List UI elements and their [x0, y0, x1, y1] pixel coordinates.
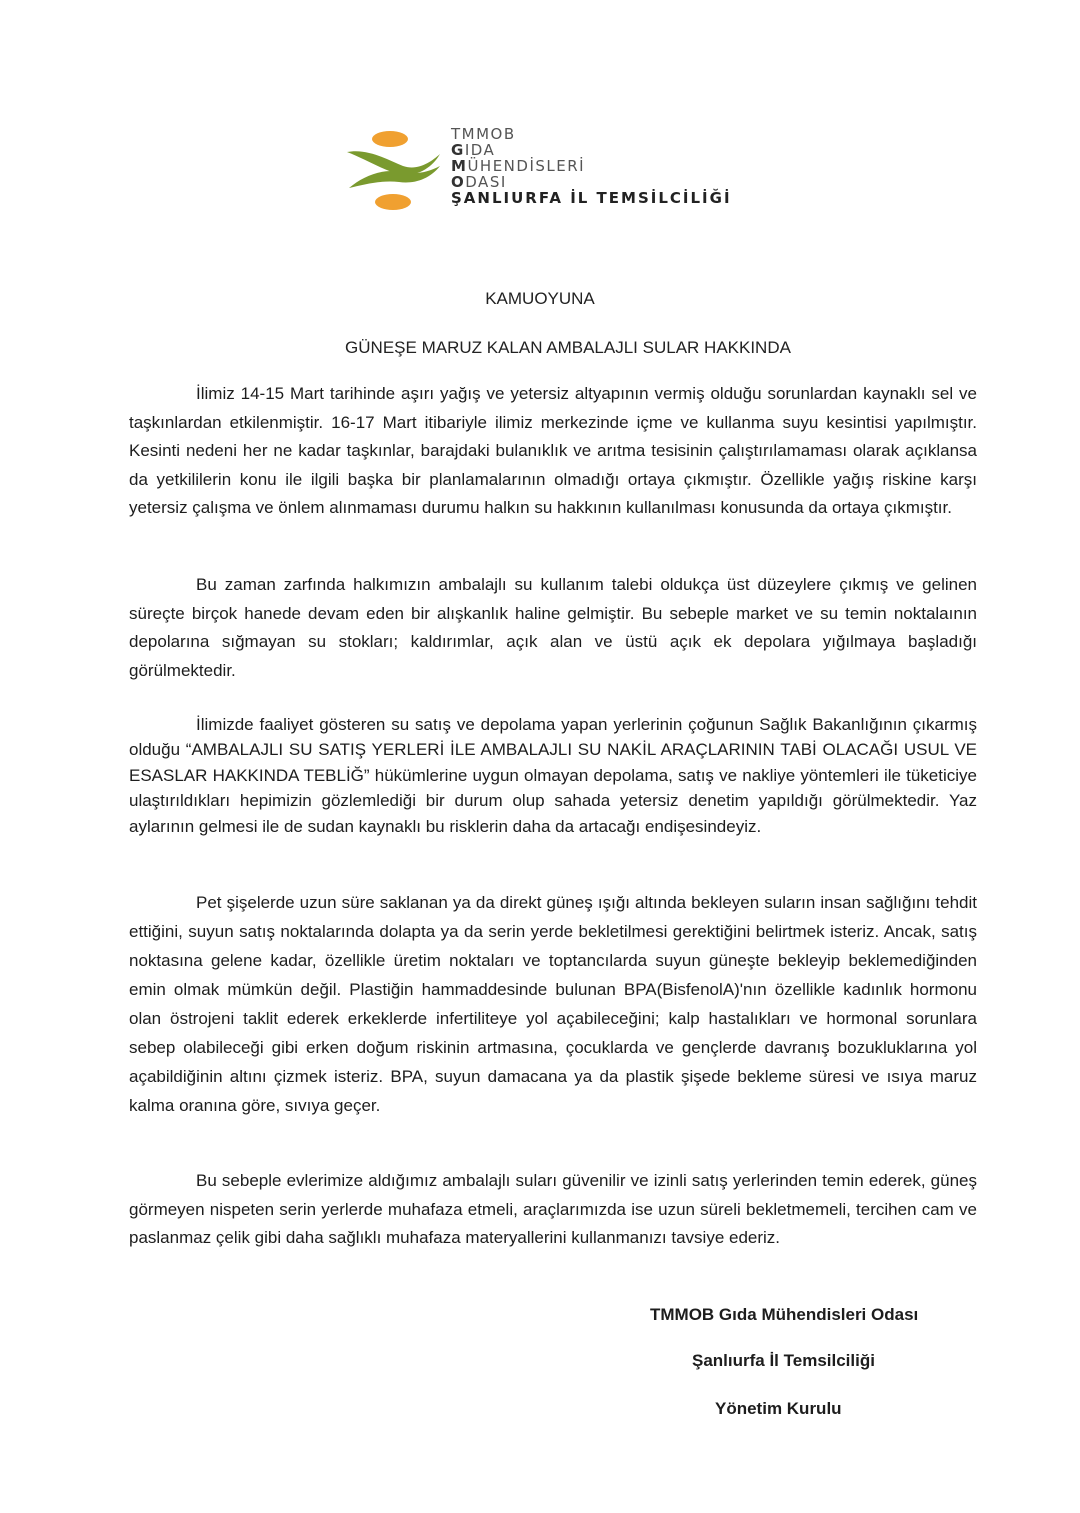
- logo-line-odasi: ODASI: [451, 173, 507, 191]
- signature-branch: Şanlıurfa İl Temsilciliği: [692, 1351, 875, 1370]
- org-logo: [343, 126, 773, 216]
- logo-mark-icon: [343, 130, 443, 212]
- logo-line-gida: GIDA: [451, 141, 496, 159]
- document-subheading: GÜNEŞE MARUZ KALAN AMBALAJLI SULAR HAKKINDA: [345, 338, 791, 357]
- paragraph-4: Pet şişelerde uzun süre saklanan ya da direkt güneş ışığı altında bekleyen suların insan sağlığını tehdit ettiğini, suyun satış noktalarında dolapta ya da serin yerde bekletilmesi gerektiğini belirtmek isteriz. Ancak, satış noktasına gelene kadar, özellikle üretim noktaları ve toptancılarda suyun güneşte bekleyip beklemediğinden emin olmak mümkün değil. Plastiğin hammaddesinde bulunan BPA(BisfenolA)'nın özellikle kadınlık hormonu olan östrojeni taklit ederek erkeklerde infertiliteye yol açabileceğini; kalp hastalıkları ve hormonal sorunlara sebep olabileceği gibi erken doğum riskinin artmasına, çocuklarda ve gençlerde davranış bozukluklarına yol açabildiğinin altını çizmek isteriz. BPA, suyun damacana ya da plastik şişede bekleme süresi ve ısıya maruz kalma oranına göre, sıvıya geçer.: [129, 893, 977, 1115]
- logo-line-tmmob: TMMOB: [451, 125, 516, 143]
- document-heading: KAMUOYUNA: [485, 289, 595, 308]
- logo-line-city: ŞANLIURFA İL TEMSİLCİLİĞİ: [451, 189, 732, 207]
- paragraph-3: İlimizde faaliyet gösteren su satış ve depolama yapan yerlerinin çoğunun Sağlık Bakanlığının çıkarmış olduğu “AMBALAJLI SU SATIŞ YERLERİ İLE AMBALAJLI SU NAKİL ARAÇLARININ TABİ OLACAĞI USUL VE ESASLAR HAKKINDA TEBLİĞ” hükümlerine uygun olmayan depolama, satış ve nakliye yöntemleri ile tüketiciye ulaştırıldıkları hepimizin gözlemlediği bir durum olup sahada yetersiz denetim yapıldığı görülmektedir. Yaz aylarının gelmesi ile de sudan kaynaklı bu risklerin daha da artacağı endişesindeyiz.: [129, 715, 977, 836]
- paragraph-1: İlimiz 14-15 Mart tarihinde aşırı yağış ve yetersiz altyapının vermiş olduğu sorunlardan kaynaklı sel ve taşkınlardan etkilenmiştir. 16-17 Mart itibariyle ilimiz merkezinde içme ve kullanma suyu kesintisi yapılmıştır. Kesinti nedeni her ne kadar taşkınlar, barajdaki bulanıklık ve arıtma tesisinin çalıştırılamaması olarak açıklansa da yetkililerin konu ile ilgili başka bir planlamalarının olmadığı ortaya çıkmıştır. Özellikle yağış riskine karşı yetersiz çalışma ve önlem alınmaması durumu halkın su hakkının kullanılması konusunda da ortaya çıkmıştır.: [129, 384, 977, 518]
- logo-line-muhendisleri: MÜHENDİSLERİ: [451, 157, 586, 175]
- paragraph-2: Bu zaman zarfında halkımızın ambalajlı su kullanım talebi oldukça üst düzeylere çıkmış ve gelinen süreçte birçok hanede devam eden bir alışkanlık haline gelmiştir. Bu sebeple market ve su temin noktalaının depolarına sığmayan su stokları; kaldırımlar, açık alan ve üstü açık ek depolara yığılmaya başladığı görülmektedir.: [129, 575, 977, 680]
- signature-org: TMMOB Gıda Mühendisleri Odası: [650, 1305, 919, 1324]
- logo-text: [451, 126, 732, 206]
- paragraph-5: Bu sebeple evlerimize aldığımız ambalajlı suları güvenilir ve izinli satış yerlerinden temin ederek, güneş görmeyen nispeten serin yerlerde muhafaza etmeli, araçlarımızda ise uzun süreli bekletmemeli, tercihen cam ve paslanmaz çelik gibi daha sağlıklı muhafaza materyallerini kullanmanızı tavsiye ederiz.: [129, 1171, 977, 1248]
- signature-board: Yönetim Kurulu: [715, 1399, 842, 1418]
